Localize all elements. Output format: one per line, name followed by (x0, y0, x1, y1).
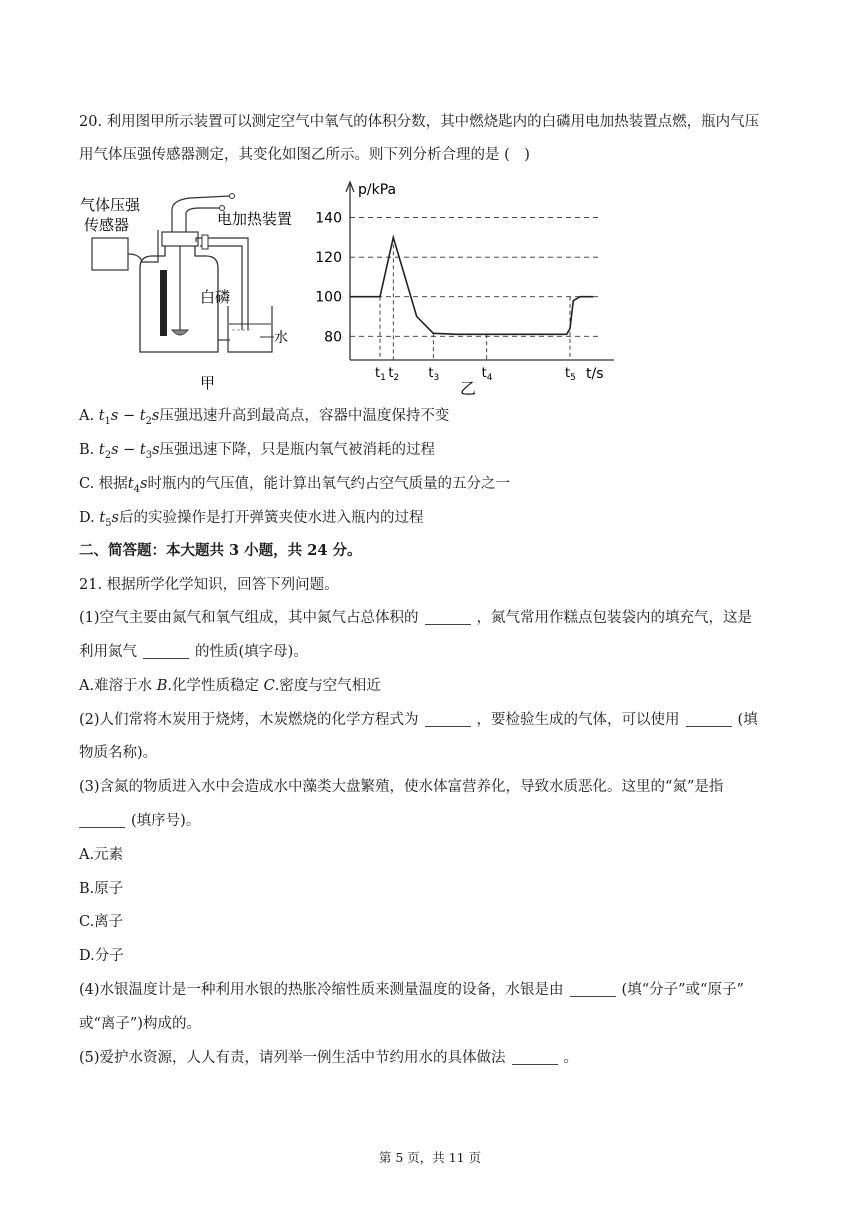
option-d-prefix: D. (79, 510, 100, 526)
page-footer: 第 5 页，共 11 页 (378, 1150, 482, 1165)
sensor-label-2: 传感器 (84, 216, 130, 234)
option-d-text: 后的实验操作是打开弹簧夹使水进入瓶内的过程 (118, 510, 424, 526)
q21-p3-line2: (填序号)。 (79, 811, 200, 831)
answer-blank-1[interactable] (425, 610, 471, 625)
q21-p4-line2: 或“离子”)构成的。 (79, 1016, 201, 1032)
option-a (79, 406, 449, 432)
q21-p3-line1: (3)含氮的物质进入水中会造成水中藻类大盘繁殖，使水体富营养化，导致水质恶化。这里的“氮”是指 (79, 779, 724, 795)
option-c (79, 474, 510, 500)
x-tick-label-1: $t_1$ (375, 366, 386, 383)
y-tick-label-100: 100 (315, 289, 342, 306)
q21-p3-option-a: A.元素 (79, 847, 124, 863)
q20-line-1: 20. 利用图甲所示装置可以测定空气中氧气的体积分数，其中燃烧匙内的白磷用电加热装置点燃，瓶内气压 (79, 114, 760, 130)
option-d (79, 508, 423, 534)
q21-p3-option-b: B.原子 (79, 881, 124, 897)
q20-line-2: 用气体压强传感器测定，其变化如图乙所示。则下列分析合理的是 ( ) (79, 147, 530, 163)
sensor-tube (128, 230, 158, 262)
answer-blank-4[interactable] (686, 712, 732, 727)
q21-p2-line1: (2)人们常将木炭用于烧烤，木炭燃烧的化学方程式为 ，要检验生成的气体，可以使用 (填 (79, 712, 758, 728)
q21-p3-option-c: C.离子 (79, 914, 124, 930)
q21-p3-option-d: D.分子 (79, 948, 124, 964)
outlet-tube (196, 238, 248, 330)
x-tick-label-4: $t_4$ (481, 366, 493, 383)
answer-blank-7[interactable] (512, 1050, 558, 1065)
option-c-text: 时瓶内的气压值，能计算出氧气约占空气质量的五分之一 (147, 476, 510, 492)
q21-p1-line2: 利用氮气 的性质(填字母)。 (79, 644, 308, 660)
x-axis-label: t/s (586, 366, 604, 382)
figure-caption-jia: 甲 (200, 374, 216, 392)
apparatus-figure (80, 180, 310, 395)
y-tick-label-120: 120 (315, 250, 342, 267)
option-b-math: $t_2s - t_3s$ (98, 442, 160, 461)
option-c-math: $t_4s$ (127, 476, 148, 495)
heater-label: 电加热装置 (217, 210, 293, 228)
y-tick-label-80: 80 (324, 329, 342, 346)
spring-clamp (202, 235, 208, 249)
answer-blank-5[interactable] (79, 813, 125, 828)
beaker-icon (228, 306, 272, 352)
heater-wire-2 (186, 208, 220, 232)
option-c-prefix: C. 根据 (79, 476, 128, 492)
option-b-text: 压强迅速下降，只是瓶内氧气被消耗的过程 (159, 442, 436, 458)
sensor-label-1: 气体压强 (80, 196, 141, 214)
figure-caption-yi: 乙 (460, 379, 477, 397)
q21-p1-line1: (1)空气主要由氮气和氧气组成，其中氮气占总体积的 ，氮气常用作糕点包装袋内的填充气，这是 (79, 610, 753, 626)
q21-p1-options: A.难溶于水 B.化学性质稳定 C.密度与空气相近 (79, 678, 381, 694)
q21-intro: 21. 根据所学化学知识，回答下列问题。 (79, 577, 339, 593)
answer-blank-6[interactable] (570, 982, 616, 997)
pressure-chart (300, 172, 620, 397)
x-tick-label-3: $t_3$ (428, 366, 440, 383)
option-d-math: $t_5s$ (99, 510, 119, 529)
heater-terminal-2 (220, 206, 225, 211)
section-2-heading: 二、简答题：本大题共 3 小题，共 24 分。 (79, 542, 362, 559)
pressure-curve (350, 237, 593, 334)
y-axis-label: p/kPa (358, 182, 397, 198)
q21-p2-line2: 物质名称)。 (79, 745, 158, 761)
phosphorus-label: 白磷 (200, 288, 231, 306)
phosphorus-bar (160, 270, 167, 336)
option-b (79, 440, 435, 466)
chart-axes (346, 182, 614, 397)
water-label: 水 (274, 330, 288, 346)
q21-p5: (5)爱护水资源，人人有责，请列举一例生活中节约用水的具体做法 。 (79, 1050, 579, 1066)
spoon-cup (172, 330, 188, 335)
x-tick-label-2: $t_2$ (388, 366, 400, 383)
chart-series (350, 237, 593, 334)
chart-grid (350, 218, 600, 360)
heater-terminal-1 (230, 194, 235, 199)
q21-p4-line1: (4)水银温度计是一种利用水银的热胀冷缩性质来测量温度的设备，水银是由 (填“分子”或“原子” (79, 982, 744, 998)
option-a-t1: $t_1s - t_2s$ (98, 408, 160, 427)
option-a-prefix: A. (79, 408, 99, 424)
option-b-prefix: B. (79, 442, 99, 458)
option-a-text: 压强迅速升高到最高点，容器中温度保持不变 (159, 408, 450, 424)
answer-blank-2[interactable] (143, 644, 189, 659)
y-tick-label-140: 140 (315, 210, 342, 227)
stopper (162, 232, 198, 246)
x-tick-label-5: $t_5$ (565, 366, 576, 383)
answer-blank-3[interactable] (425, 712, 471, 727)
pressure-sensor-box (92, 238, 128, 270)
